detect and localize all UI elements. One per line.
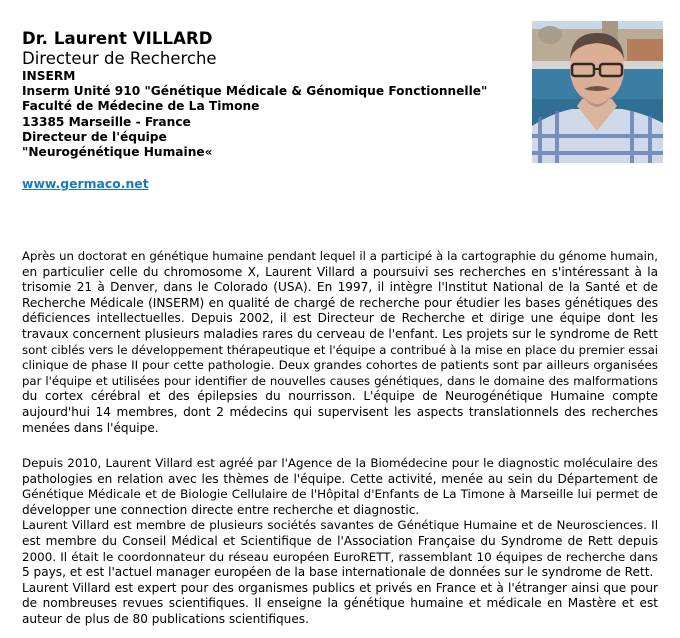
- bio-line: Laurent Villard est membre de plusieurs sociétés savantes de Génétique Humaine et de Neurosciences. Il: [22, 518, 658, 533]
- faculty: Faculté de Médecine de La Timone: [22, 99, 260, 114]
- bio-line: Génétique Médicale et de Biologie Cellulaire de l'Hôpital d'Enfants de La Timone à Marseille lui permet de: [22, 487, 658, 502]
- bio-line: Depuis 2010, Laurent Villard est agréé par l'Agence de la Biomédecine pour le diagnostic moléculaire des: [22, 456, 658, 470]
- portrait-photo: [532, 21, 663, 163]
- person-name: Dr. Laurent VILLARD: [22, 29, 213, 48]
- bio-paragraph-2: [22, 456, 658, 628]
- bio-line: par l'équipe et utilisées pour identifier de nouvelles causes génétiques, dans le domaine des malformations: [22, 373, 658, 388]
- bio-line: clinique de phase II pour cette pathologie. Deux grandes cohortes de patients sont par ailleurs organisées: [22, 358, 658, 373]
- address: 13385 Marseille - France: [22, 114, 191, 129]
- bio-line: menées dans l'équipe.: [22, 420, 159, 435]
- team-role: Directeur de l'équipe: [22, 129, 167, 144]
- bio-line: 2000. Il était le coordonnateur du réseau européen EuroRETT, rassemblant 10 équipes de recherche dans: [22, 549, 658, 564]
- profile-header: [22, 29, 522, 160]
- person-role: Directeur de Recherche: [22, 49, 217, 68]
- bio-line: en particulier celle du chromosome X, Laurent Villard a poursuivi ses recherches en s'intéressant à la: [22, 264, 658, 279]
- bio-line: Laurent Villard est expert pour des organismes publics et privés en France et à l'étranger ainsi que pour: [22, 580, 658, 595]
- bio-line: déficiences intellectuelles. Depuis 2002, il est Directeur de Recherche et dirige une équipe dont les: [22, 311, 658, 326]
- website-link[interactable]: www.germaco.net: [22, 176, 149, 191]
- bio-line: auteur de plus de 80 publications scientifiques.: [22, 611, 309, 626]
- unit: Inserm Unité 910 "Génétique Médicale & Génomique Fonctionnelle": [22, 84, 488, 99]
- bio-line: pathologies en relation avec les thèmes de l'équipe. Cette activité, menée au sein du Département de: [22, 471, 658, 486]
- team-name: "Neurogénétique Humaine«: [22, 145, 213, 160]
- bio-line: travaux concernent plusieurs maladies rares du cerveau de l'enfant. Les projets sur le syndrome de Rett: [22, 326, 658, 341]
- bio-paragraph-1: [22, 249, 658, 436]
- bio-line: 5 pays, et est l'actuel manager européen de la base internationale de données sur le syndrome de Rett.: [22, 565, 654, 580]
- institution: INSERM: [22, 69, 76, 83]
- bio-line: Recherche Médicale (INSERM) en qualité de chargé de recherche pour étudier les bases génétiques des: [22, 295, 658, 310]
- bio-line: est membre du Conseil Médical et Scientifique de l'Association Française du Syndrome de Rett depuis: [22, 533, 658, 548]
- bio-line: de nombreuses revues scientifiques. Il enseigne la génétique humaine et médicale en Mastère et est: [22, 596, 658, 611]
- bio-line: Après un doctorat en génétique humaine pendant lequel il a participé à la cartographie du génome humain,: [22, 249, 658, 263]
- portrait-photo-icon: [532, 21, 663, 163]
- bio-line: trisomie 21 à Denver, dans le Colorado (USA). En 1997, il intègre l'Institut National de la Santé et de: [22, 280, 658, 295]
- bio-line: développer une connection directe entre recherche et diagnostic.: [22, 502, 420, 517]
- bio-line: sont ciblés vers le développement thérapeutique et l'équipe a contribué à la mise en place du premier essai: [22, 342, 658, 357]
- bio-line: aujourd'hui 14 membres, dont 2 médecins qui supervisent les aspects translationnels des recherches: [22, 404, 658, 419]
- bio-line: du cortex cérébral et des épilepsies du nourrisson. L'équipe de Neurogénétique Humaine compte: [22, 389, 658, 404]
